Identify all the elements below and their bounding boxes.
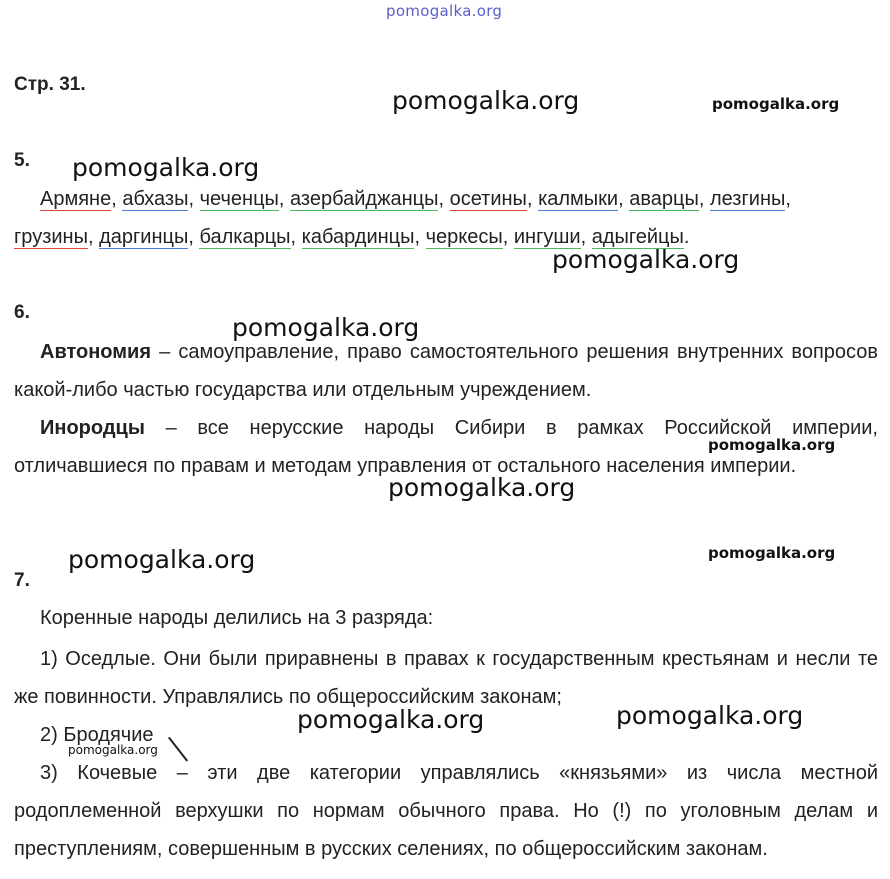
category-1: 1) Оседлые. Они были приравнены в правах к государственным крестьянам и несли те же повинности. Управлялись по общероссийским законам; (14, 648, 878, 708)
people-name: абхазы (122, 188, 189, 210)
peoples-line-2: грузины, даргинцы, балкарцы, кабардинцы, черкесы, ингуши, адыгейцы. (14, 226, 690, 248)
people-name: черкесы (425, 226, 503, 248)
people-name: кабардинцы (301, 226, 415, 248)
term-autonomy: Автономия (40, 341, 152, 363)
task-number-7: 7. (14, 570, 30, 591)
watermark: pomogalka.org (68, 743, 158, 757)
watermark: pomogalka.org (708, 544, 836, 562)
people-name: даргинцы (99, 226, 189, 248)
watermark: pomogalka.org (232, 313, 420, 342)
definition-inorodtsy (14, 409, 878, 485)
people-name: балкарцы (199, 226, 291, 248)
category-2: 2) Бродячие (40, 724, 154, 746)
people-name: осетины (449, 188, 527, 210)
people-name: Армяне (40, 188, 112, 210)
people-name: азербайджанцы (290, 188, 439, 210)
intro-text: Коренные народы делились на 3 разряда: (40, 607, 434, 629)
watermark: pomogalka.org (552, 245, 740, 274)
watermark: pomogalka.org (72, 153, 260, 182)
watermark: pomogalka.org (297, 705, 485, 734)
watermark: pomogalka.org (708, 436, 836, 454)
watermark-top: pomogalka.org (386, 2, 503, 20)
definition-autonomy (14, 333, 878, 409)
watermark: pomogalka.org (388, 473, 576, 502)
people-name: лезгины (709, 188, 786, 210)
page-title: Стр. 31. (14, 74, 86, 95)
watermark: pomogalka.org (616, 701, 804, 730)
category-3: 3) Кочевые – эти две категории управлялись «князьями» из числа местной родоплеменной верхушки по нормам обычного права. Но (!) по уголовным делам и преступлениям, совершенным в русских селениях, по общероссийским законам. (14, 762, 878, 860)
people-name: чеченцы (199, 188, 279, 210)
people-name: ингуши (513, 226, 581, 248)
task-number-6: 6. (14, 302, 30, 323)
term-inorodtsy: Инородцы (40, 417, 145, 439)
people-name: грузины (14, 226, 88, 248)
people-name: адыгейцы (591, 226, 684, 248)
watermark: pomogalka.org (392, 86, 580, 115)
people-name: аварцы (629, 188, 699, 210)
watermark: pomogalka.org (712, 95, 840, 113)
people-name: калмыки (538, 188, 619, 210)
peoples-line-1: Армяне, абхазы, чеченцы, азербайджанцы, осетины, калмыки, аварцы, лезгины, (40, 188, 791, 210)
definition-text: – самоуправление, право самостоятельного решения внутренних вопросов какой-либо частью государства или отдельным учреждением. (14, 341, 878, 401)
watermark: pomogalka.org (68, 545, 256, 574)
task-number-5: 5. (14, 150, 30, 171)
definition-text: – все нерусские народы Сибири в рамках Российской империи, отличавшиеся по правам и методам управления от остального населения империи. (14, 417, 878, 477)
